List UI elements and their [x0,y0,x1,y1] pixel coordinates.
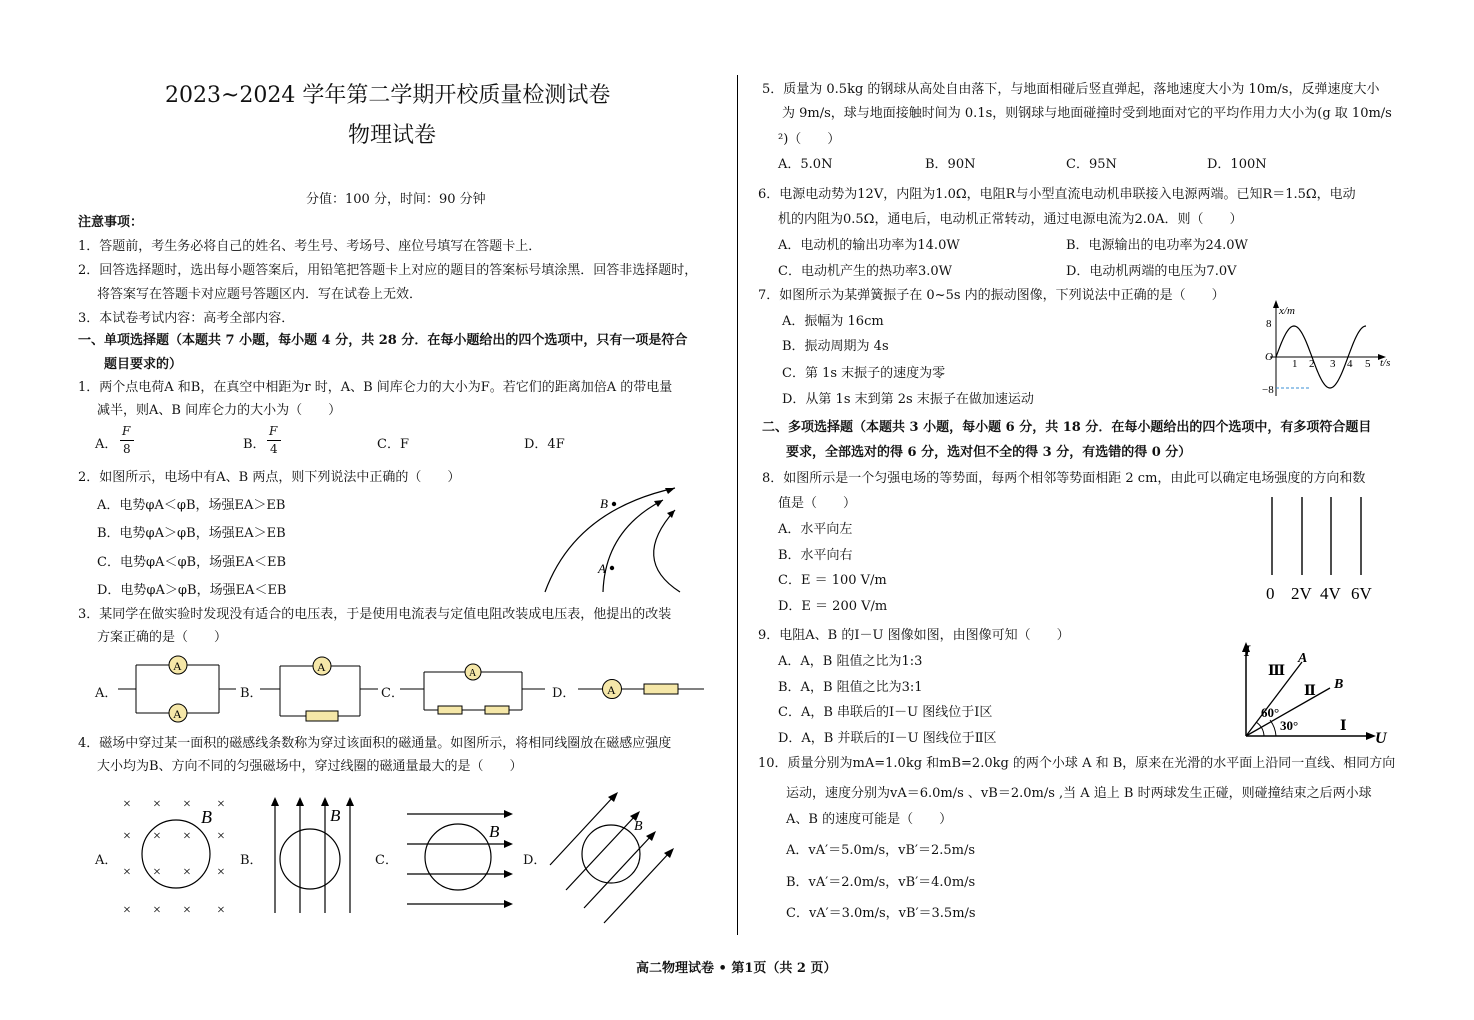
q9-stem: 9．电阻A、B 的I－U 图像如图，由图像可知（ ） [758,628,1070,643]
q3-option-b: B． [240,686,263,701]
q2-field-diagram [535,480,695,600]
page-title: 2023~2024 学年第二学期开校质量检测试卷 [165,83,611,108]
q4-stem: 4．磁场中穿过某一面积的磁感线条数称为穿过该面积的磁通量。如图所示，将相同线圈放在磁感应强度 [78,736,672,751]
q2-option-b: B．电势φA＞φB，场强EA＞EB [97,526,286,541]
q9-option-b: B．A，B 阻值之比为3:1 [778,680,923,695]
q10-stem-cont: 运动，速度分别为vA＝6.0m/s 、vB＝2.0m/s ,当 A 追上 B 时两球发生正碰，则碰撞结束之后两小球 [786,786,1372,801]
q10-option-b: B．vA′＝2.0m/s，vB′＝4.0m/s [786,875,976,890]
q6-option-b: B．电源输出的电功率为24.0W [1066,238,1248,253]
field-into-page-mark: × [183,797,191,812]
q3-option-d: D． [552,686,576,701]
q1-frac-a-bar [120,440,134,441]
q8-option-c: C．E ＝ 100 V/m [778,573,887,588]
field-label: B [634,819,643,834]
field-into-page-mark: × [153,865,161,880]
q7-option-d: D．从第 1s 末到第 2s 末振子在做加速运动 [782,392,1034,407]
q7-origin: O [1265,351,1273,363]
page-subtitle: 物理试卷 [348,123,437,148]
q5-option-b: B．90N [925,157,976,172]
q9-option-c: C．A，B 串联后的I－U 图线位于Ⅰ区 [778,705,993,720]
note-item: 将答案写在答题卡对应题号答题区内．写在试卷上无效． [97,287,423,302]
q5-option-d: D．100N [1207,157,1267,172]
q2-option-c: C．电势φA＜φB，场强EA＜EB [97,555,287,570]
field-into-page-mark: × [183,829,191,844]
q4-figure-c [405,805,520,917]
field-into-page-mark: × [183,903,191,918]
section1-heading: 一、单项选择题（本题共 7 小题，每小题 4 分，共 28 分．在每小题给出的四个选项中，只有一项是符合 [78,333,688,348]
q3-circuit-c [400,660,550,720]
q1-frac-b-bar [267,440,281,441]
q8-stem-cont: 值是（ ） [778,496,857,511]
q9-line-b: B [1334,677,1344,692]
q1-option-a: A． [95,437,118,452]
q7-xtick: 3 [1330,358,1336,370]
page-footer: 高二物理试卷 • 第1页（共 2 页） [636,961,837,976]
q6-option-c: C．电动机产生的热功率3.0W [778,264,952,279]
q7-xtick: 4 [1347,358,1353,370]
q2-point-b: B [600,496,608,511]
q2-stem: 2．如图所示，电场中有A、B 两点，则下列说法中正确的（ ） [78,470,461,485]
q9-region-2: Ⅱ [1304,684,1316,699]
q10-option-c: C．vA′＝3.0m/s，vB′＝3.5m/s [786,906,976,921]
q4-figure-b [262,793,362,921]
q2-point-a: A [598,561,606,576]
q10-stem-cont2: A、B 的速度可能是（ ） [786,812,953,827]
field-into-page-mark: × [123,829,131,844]
field-into-page-mark: × [153,829,161,844]
q5-stem-cont2: ²)（ ） [778,132,841,147]
field-into-page-mark: × [217,865,225,880]
field-into-page-mark: × [123,865,131,880]
q1-frac-b-num: F [269,424,278,438]
q1-frac-a-num: F [122,424,131,438]
q7-stem: 7．如图所示为某弹簧振子在 0~5s 内的振动图像，下列说法中正确的是（ ） [758,288,1225,303]
q9-option-d: D．A，B 并联后的I－U 图线位于Ⅱ区 [778,731,997,746]
section2-heading-cont: 要求，全部选对的得 6 分，选对但不全的得 3 分，有选错的得 0 分） [786,445,1192,460]
notes-heading: 注意事项： [78,215,144,230]
q7-ytick: −8 [1262,384,1274,396]
q1-option-b: B． [243,437,266,452]
q5-stem-cont: 为 9m/s，球与地面接触时间为 0.1s，则钢球与地面碰撞时受到地面对它的平均作用力大小为(g 取 10m/s [782,106,1392,121]
q7-option-c: C．第 1s 末振子的速度为零 [782,366,946,381]
q3-stem: 3．某同学在做实验时发现没有适合的电压表，于是使用电流表与定值电阻改装成电压表，他提出的改装 [78,607,672,622]
q2-option-a: A．电势φA＜φB，场强EA＞EB [97,498,286,513]
q1-stem: 1．两个点电荷A 和B，在真空中相距为r 时，A、B 间库仑力的大小为F。若它们的距离加倍A 的带电量 [78,380,673,395]
q4-option-d: D． [523,853,547,868]
q9-axis-u: U [1375,730,1387,747]
q4-option-c: C． [375,853,398,868]
field-into-page-mark: × [123,903,131,918]
q5-option-c: C．95N [1066,157,1117,172]
q7-oscillation-graph [1262,300,1397,402]
q1-option-d: D．4F [524,437,565,452]
note-item: 3．本试卷考试内容：高考全部内容． [78,311,295,326]
field-into-page-mark: × [153,797,161,812]
field-label: B [330,806,341,825]
field-label: B [201,807,212,827]
field-label: B [489,822,500,841]
column-divider [737,75,738,935]
q7-xtick: 1 [1292,358,1298,370]
q7-option-a: A．振幅为 16cm [782,314,884,329]
potential-label: 4V [1320,584,1341,603]
q6-option-d: D．电动机两端的电压为7.0V [1066,264,1237,279]
q7-xlabel: t/s [1380,357,1391,369]
field-into-page-mark: × [153,903,161,918]
q7-option-b: B．振动周期为 4s [782,339,889,354]
field-into-page-mark: × [217,797,225,812]
q8-option-a: A．水平向左 [778,522,853,537]
field-into-page-mark: × [217,903,225,918]
q8-option-b: B．水平向右 [778,548,853,563]
q8-equipotential-diagram [1258,495,1388,605]
q9-axis-i: I [1244,643,1251,660]
q3-option-a: A． [95,686,118,701]
q9-option-a: A．A，B 阻值之比为1:3 [778,654,923,669]
q7-xtick: 2 [1309,358,1315,370]
potential-label: 0 [1266,584,1275,603]
q6-stem-cont: 机的内阻为0.5Ω，通电后，电动机正常转动，通过电源电流为2.0A．则（ ） [778,212,1243,227]
q8-stem: 8．如图所示是一个匀强电场的等势面，每两个相邻等势面相距 2 cm，由此可以确定电场强度的方向和数 [762,471,1366,486]
q3-circuit-b [260,654,380,726]
potential-label: 6V [1351,584,1372,603]
ammeter-label: A [173,707,182,721]
q10-option-a: A．vA′＝5.0m/s，vB′＝2.5m/s [786,843,976,858]
q1-frac-a-den: 8 [123,442,131,456]
q2-option-d: D．电势φA＞φB，场强EA＜EB [97,583,287,598]
q9-iu-graph [1230,640,1390,745]
q9-region-3: Ⅲ [1268,664,1286,679]
ammeter-label: A [173,659,182,673]
note-item: 2．回答选择题时，选出每小题答案后，用铅笔把答题卡上对应的题目的答案标号填涂黑．回答非选择题时， [78,263,698,278]
q9-region-1: Ⅰ [1340,719,1347,734]
field-into-page-mark: × [183,865,191,880]
q4-figure-d [548,790,678,925]
q5-option-a: A．5.0N [778,157,833,172]
note-item: 1．答题前，考生务必将自己的姓名、考生号、考场号、座位号填写在答题卡上． [78,239,542,254]
q3-stem-cont: 方案正确的是（ ） [97,630,228,645]
q8-option-d: D．E ＝ 200 V/m [778,599,888,614]
q9-angle-60: 60° [1261,705,1280,720]
q3-circuit-a [118,654,238,726]
field-into-page-mark: × [123,797,131,812]
q4-option-a: A． [95,853,118,868]
q1-option-c: C．F [377,437,409,452]
section2-heading: 二、多项选择题（本题共 3 小题，每小题 6 分，共 18 分．在每小题给出的四个选项中，有多项符合题目 [762,420,1372,435]
q7-xtick: 5 [1365,358,1371,370]
q4-option-b: B． [240,853,263,868]
q4-stem-cont: 大小均为B、方向不同的匀强磁场中，穿过线圈的磁通量最大的是（ ） [97,759,523,774]
field-into-page-mark: × [217,829,225,844]
ammeter-label: A [469,668,477,679]
q3-circuit-d [578,676,708,702]
q6-stem: 6．电源电动势为12V，内阻为1.0Ω，电阻R与小型直流电动机串联接入电源两端。已知R＝1.5Ω，电动 [758,187,1356,202]
ammeter-label: A [607,683,616,697]
q1-stem-cont: 减半，则A、B 间库仑力的大小为（ ） [97,403,342,418]
q5-stem: 5．质量为 0.5kg 的钢球从高处自由落下，与地面相碰后竖直弹起，落地速度大小为 10m/s，反弹速度大小 [762,82,1380,97]
q9-line-a: A [1298,651,1308,666]
q7-ytick: 8 [1266,318,1272,330]
ammeter-label: A [317,660,326,674]
q4-figure-a [118,792,238,920]
q1-frac-b-den: 4 [270,442,278,456]
section1-heading-cont: 题目要求的） [104,357,183,372]
q7-ylabel: x/m [1279,305,1295,317]
q3-option-c: C． [381,686,404,701]
potential-label: 2V [1291,584,1312,603]
q9-angle-30: 30° [1280,718,1299,733]
score-time: 分值：100 分，时间：90 分钟 [306,192,486,207]
q6-option-a: A．电动机的输出功率为14.0W [778,238,960,253]
q10-stem: 10．质量分别为mA=1.0kg 和mB=2.0kg 的两个小球 A 和 B，原来在光滑的水平面上沿同一直线、相同方向 [758,756,1396,771]
